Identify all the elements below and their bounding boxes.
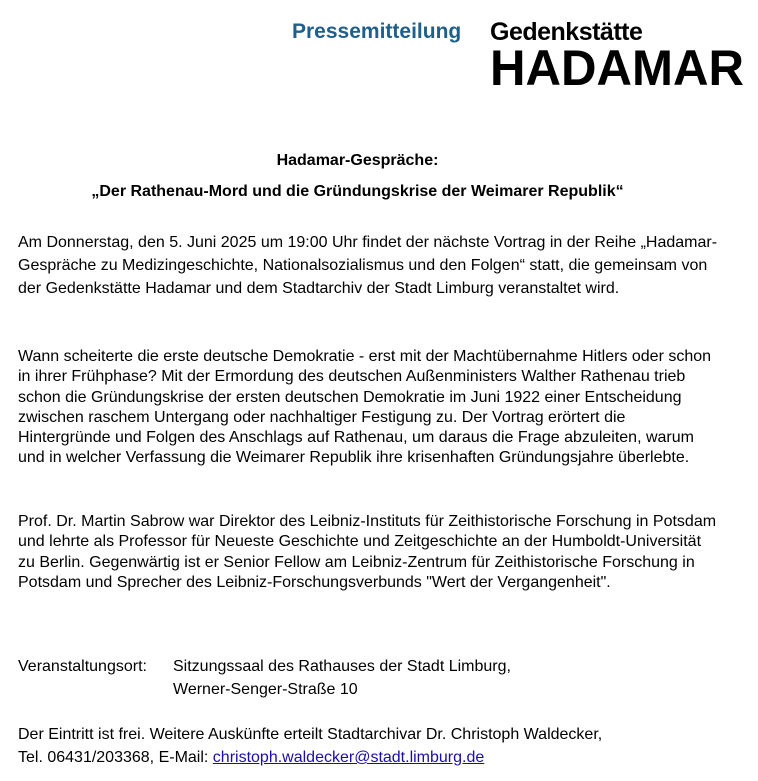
description-paragraph: Wann scheiterte die erste deutsche Demokratie - erst mit der Machtübernahme Hitlers oder schon in ihrer Frühphase? Mit der Ermordung des deutschen Außenministers Walther Rathenau trieb schon die Gründungskrise der ersten deutschen Demokratie im Juni 1922 einer Entscheidung zwischen raschem Untergang oder nachhaltiger Festigung zu. Der Vortrag erörtert die Hintergründe und Folgen des Anschlags auf Rathenau, um daraus die Frage abzuleiten, warum und in welcher Verfassung die Weimarer Republik ihre krisenhaften Gründungsjahre überlebte. (18, 348, 712, 467)
intro-paragraph: Am Donnerstag, den 5. Juni 2025 um 19:00 Uhr findet der nächste Vortrag in der Reihe „Hadamar-Gespräche zu Medizingeschichte, Nationalsozialismus und den Folgen“ statt, die gemeinsam von der Gedenkstätte Hadamar und dem Stadtarchiv der Stadt Limburg veranstaltet wird. (18, 234, 718, 297)
event-series-title: Hadamar-Gespräche: (276, 152, 439, 169)
contact-phone-line (18, 746, 718, 769)
contact-block (18, 723, 718, 769)
contact-email-link[interactable]: christoph.waldecker@stadt.limburg.de (212, 749, 485, 766)
contact-text: Der Eintritt ist frei. Weitere Auskünfte erteilt Stadtarchivar Dr. Christoph Waldecker, (18, 726, 603, 743)
press-release-label: Pressemitteilung (292, 20, 462, 43)
venue-label: Veranstaltungsort: (18, 658, 147, 675)
event-talk-title: „Der Rathenau-Mord und die Gründungskrise der Weimarer Republik“ (91, 183, 624, 200)
venue-line-1: Sitzungssaal des Rathauses der Stadt Limburg, (173, 658, 511, 675)
contact-phone: Tel. 06431/203368, E-Mail: (18, 749, 213, 766)
gedenkstaette-hadamar-logo (490, 18, 750, 92)
hadamar-logo-wordmark (490, 44, 748, 90)
venue-line-2: Werner-Senger-Straße 10 (173, 681, 358, 698)
speaker-bio-paragraph: Prof. Dr. Martin Sabrow war Direktor des Leibniz-Instituts für Zeithistorische Forschung in Potsdam und lehrte als Professor für Neueste Geschichte und Zeitgeschichte an der Humboldt-Universität zu Berlin. Gegenwärtig ist er Senior Fellow am Leibniz-Zentrum für Zeithistorische Forschung in Potsdam und Sprecher des Leibniz-Forschungsverbunds "Wert der Vergangenheit". (18, 513, 717, 591)
logo-top-text: Gedenkstätte (490, 18, 643, 46)
venue-address (173, 655, 511, 701)
logo-wordmark-text: HADAMAR (490, 44, 744, 90)
